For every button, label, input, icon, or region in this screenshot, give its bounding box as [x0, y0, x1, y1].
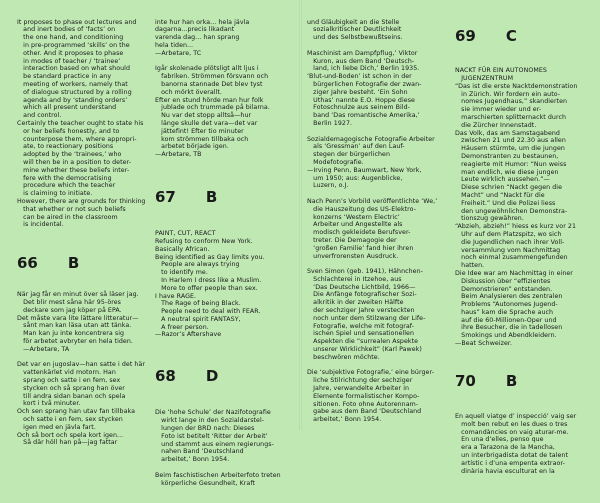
- entry-letter: D: [205, 366, 219, 385]
- entry-number: 70: [455, 372, 476, 391]
- text-block: PAINT, CUT, REACT Refusing to conform New York. Basically African. Being identified as Gay limits you. People are always trying to identify me. In Harlem I dress like a Muslim. More to offer people than sex. I have RAGE. The Rage of being Black. People need to deal with FEAR. A neutral spirit FANTASY, A freer person. —Razor’s Aftershave: [155, 230, 265, 339]
- entry-heading-68: [155, 368, 281, 384]
- column-4: [455, 12, 577, 491]
- text-block: En aquell viatge d’ inspecció’ vaig ser molt ben rebut en les dues o tres comandàncies on vaig aturar-me. En una d’elles, penso que era a Tarazona de la Mancha, un interbrigadista dotat de talent artístic i d’una empenta extraor- dinària havia esculturat en la: [455, 413, 577, 475]
- page-gutter: [299, 0, 302, 430]
- column-3: [307, 3, 437, 440]
- entry-heading-67: [155, 189, 281, 205]
- text-block: inte hur han orka... hela jävla dagarna...precis likadant varenda dag... han sprang hela tiden... —Arbetare, TC Igår skolenade plötsligt allt ljus i fabriken. Strömmen försvann och banorna stannade Det blev tyst och mörkt överallt. Efter en stund hörde man hur folk jublade och trummade på bilarna. Nu var det stopp alltså—hur länge skulle det vara—det var jättefint! Efter tio minuter kom strömmen tillbaka och arbetet började igen. —Arbetare, TB: [155, 18, 270, 159]
- entry-number: 69: [455, 26, 476, 45]
- entry-number: 67: [155, 187, 176, 206]
- text-block: NACKT FÜR EIN AUTONOMES JUGENZENTRUM “Das ist die erste Nacktdemonstration in Zürich. Wir fordern ein auto- nomes Jugendhaus,” skandierten sie immer wieder und er- marschierten splitternackt durch die Zürcher Innenstadt. Das Volk, das am Samstagabend zwischen 21 und 22.30 aus allen Häusern stürmte, um die jungen Demonstranten zu bestaunen, reagierte mit Humor: “Nun weiss man endlich, wie diese jungen Leute wirklich aussehen.”— Diese schrien “Nackt gegen die Macht” und “Nackt für die Freiheit.” Und die Polizei liess den ungewöhnlichen Demonstra- tionszug gewähren. “Abzieh, abzieh!” hiess es kurz vor 21 Uhr auf dem Platzspitz, wo sich die Jugendlichen nach ihrer Voll- versammlung vom Nachmittag noch einmal zusammengefunden hatten. Die Idee war am Nachmittag in einer Diskussion über “effizientes Demonstrieren” entstanden. Beim Analysieren des zentralen Problems “Autonomes Jugend- haus” kam die Sprache auch auf die 60-Millionen-Oper und ihre Besucher, die in tadellosen Smokings und Abendkleidern. —Beat Schweizer.: [455, 67, 578, 348]
- entry-heading-66: [17, 255, 145, 271]
- entry-letter: B: [67, 253, 80, 272]
- text-block: När jag får en minut över så läser jag. Det blir mest såna här 95-öres deckare som jag köper på EPA. Det måste vara lite lättare litteratur— sånt man kan läsa utan att tänka. Man kan ju inte koncentrera sig för arbetet avbryter en hela tiden. —Arbetare, TA Det var en jugoslav—han satte i det här vattenkärlet vid motorn. Han sprang och satte i en fem, sex stycken och så sprang han över till andra sidan banan och spela kort i två minuter. Och sen sprang han utav fan tillbaka och satte i en fem, sex stycken igen med en jävla fart. Och så bort och spela kort igen... Så där höll han på—jag fattar: [17, 291, 146, 447]
- entry-heading-69: [455, 28, 577, 44]
- text-block: und Gläubigkeit an die Stelle sozialkritischer Deutlichkeit und des Selbstbewußtseins. Maschinist am Dampfpflug,’ Viktor Kuron, aus dem Band ‘Deutsch- land, ich liebe Dich,’ Berlin 1935. ‘Blut-und-Boden’ ist schon in der bürgerlichen Fotografie der zwan- ziger Jahre besteht. ‘Ein Sohn Uthas’ nannte E.O. Hoppe diese Fotoschnulze aus seinem Bild- band ‘Das romantische Amerika,’ Berlin 1927. Sozialdemagogische Fotografie Arbeiter als ‘Gressman’ auf den Lauf- stegen der bürgerlichen Modefotografie. —Irving Penn, Baumwart, New York, um 1950; aus: Augenblicke, Luzern, o.J. Nach Penn’s Vorbild veröffentlichte ‘We,’ die Hauszeitung des US-Elektro- konzerns ‘Western Electric’ Arbeiter und Angestellte als modisch gekleidete Berufsver- treter. Die Demagogie der ‘großen Familie’ fand hier ihren unverfrorensten Ausdruck. Sven Simon (geb. 1941), Hähnchen- Schlachterei in Itzehoe, aus ‘Das Deutsche Lichtbild, 1966— Die Anfänge fotografischer Sozi- alkritik in der zweiten Hälfte der sechziger Jahre versteckten noch unter dem Stilzwang der Life- Fotografie, welche mit fotograf- ischen Spiel und sensationellen Aspekten die “surrealen Aspekte unserer Wirklichkeit” (Karl Pawek) beschwören möchte. Die ‘subjektive Fotografie,’ eine bürger- liche Stilrichtung der sechziger Jahre, verwandelte Arbeiter in Elemente formalistischer Kompo- sitionen. Foto ohne Autorennam- gabe aus dem Band ‘Deutschland arbeitet,’ Bonn 1954.: [307, 18, 438, 424]
- entry-letter: B: [205, 187, 218, 206]
- text-block: Die ‘hohe Schule’ der Nazifotografie wirkt lange in den Sozialdarstel- lungen der BRD nach: Dieses Foto ist betitelt ‘Ritter der Arbeit’ und stammt aus einem regierungs- nahen Band ‘Deutschland arbeitet,’ Bonn 1954. Beim faschistischen Arbeiterfoto treten körperliche Gesundheit, Kraft: [155, 409, 281, 487]
- column-2: [155, 3, 281, 503]
- entry-letter: B: [505, 372, 518, 391]
- entry-letter: C: [505, 26, 517, 45]
- entry-heading-70: [455, 373, 577, 389]
- entry-number: 68: [155, 366, 176, 385]
- text-block: It proposes to phase out lectures and and inert bodies of ‘facts’ on the one hand, and conditioning in pre-programmed ‘skills’ on the other. And it proposes to phase in modes of teacher / ‘trainee’ interaction based on what should be standard practice in any meeting of workers, namely that of dialogue structured by a rolling agenda and by ‘standing orders’ which all present understand and control. Certainly the teacher ought to state his or her beliefs honestly, and to counterpose them, where appropri- ate, to reactionary positions adopted by the ‘trainees,’ who will then be in a position to deter- mine whether these beliefs inter- fere with the democratising procedure which the teacher is claiming to initiate. However, there are grounds for thinking that whether or not such beliefs can be aired in the classroom is incidental.: [17, 18, 146, 229]
- entry-number: 66: [17, 253, 38, 272]
- column-1: [17, 3, 145, 463]
